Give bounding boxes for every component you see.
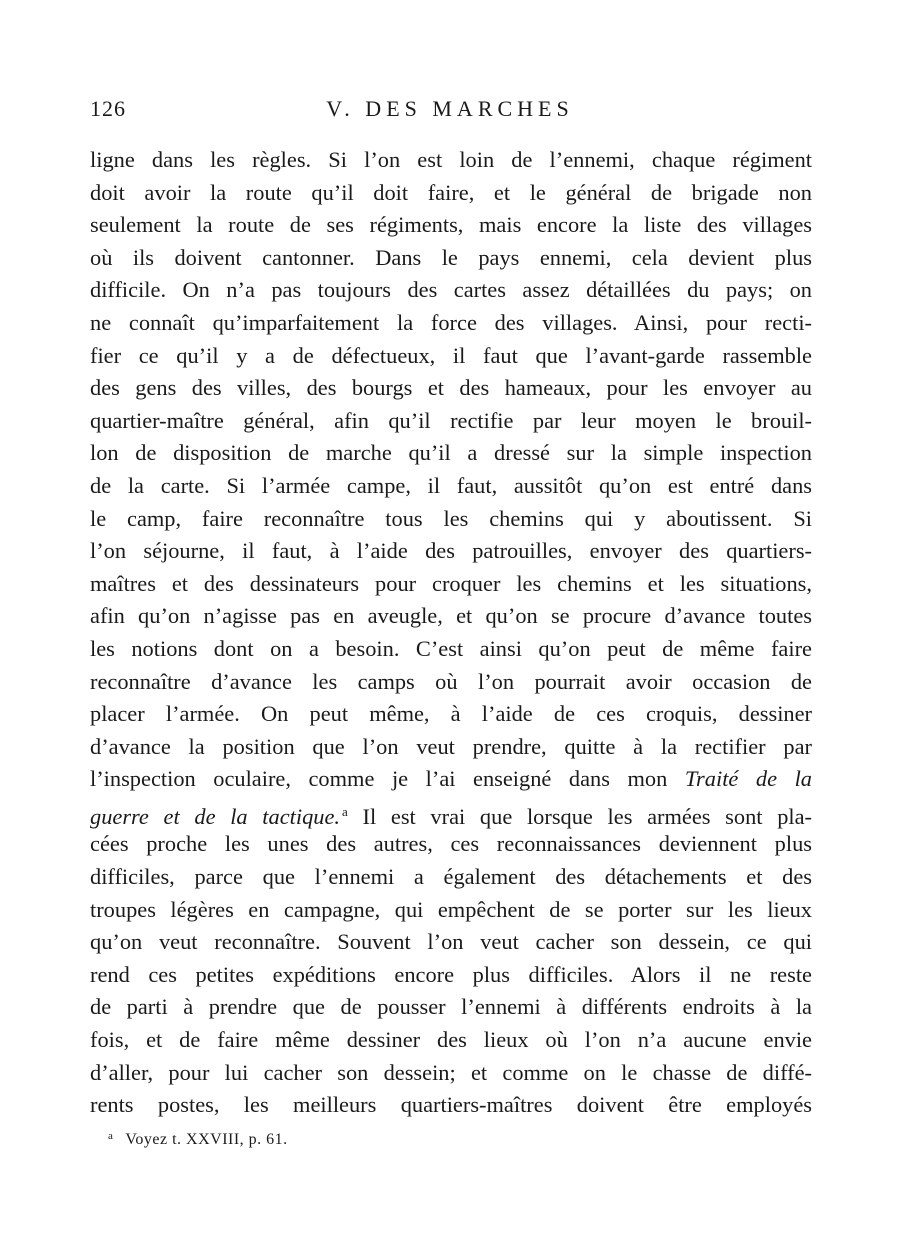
text-line: de la carte. Si l’armée campe, il faut, aussitôt qu’on est entré dans	[90, 472, 812, 498]
text-line: guerre et de la tactique. $^a$ Il est vrai que lorsque les armées sont pla-	[90, 803, 813, 829]
text-line: quartier-maître général, afin qu’il rectifie par leur moyen le brouil-	[90, 407, 812, 433]
footnote-text: Voyez t. XXVIII, p. 61.	[125, 1131, 288, 1148]
text-line: troupes légères en campagne, qui empêchent de se porter sur les lieux	[90, 896, 812, 922]
text-line: l’on séjourne, il faut, à l’aide des patrouilles, envoyer des quartiers-	[90, 538, 812, 564]
text-line: cées proche les unes des autres, ces reconnaissances deviennent plus	[90, 831, 812, 857]
footnote-mark: a	[108, 1130, 114, 1142]
text-line: ligne dans les règles. Si l’on est loin de l’ennemi, chaque régiment	[90, 147, 812, 172]
running-head: V. DES MARCHES	[326, 96, 574, 121]
text-line: où ils doivent cantonner. Dans le pays ennemi, cela devient plus	[90, 244, 812, 270]
text-line: d’avance la position que l’on veut prendre, quitte à la rectifier par	[90, 733, 812, 759]
book-title-italic: guerre et de la tactique.	[90, 803, 341, 829]
text-line: fois, et de faire même dessiner des lieux où l’on n’a aucune envie	[90, 1027, 812, 1053]
text-line: lon de disposition de marche qu’il a dressé sur la simple inspection	[90, 440, 812, 466]
body-text	[90, 144, 812, 1122]
text-line: l’inspection oculaire, comme je l’ai enseigné dans mon Traité de la	[90, 766, 812, 792]
text-line: des gens des villes, des bourgs et des hameaux, pour les envoyer au	[90, 375, 812, 401]
text-line: qu’on veut reconnaître. Souvent l’on veut cacher son dessein, ce qui	[90, 929, 812, 955]
text-line: doit avoir la route qu’il doit faire, et le général de brigade non	[90, 179, 812, 205]
text-line: de parti à prendre que de pousser l’ennemi à différents endroits à la	[90, 994, 812, 1020]
text-line: difficile. On n’a pas toujours des cartes assez détaillées du pays; on	[90, 277, 812, 303]
text-line: fier ce qu’il y a de défectueux, il faut que l’avant-garde rassemble	[90, 342, 812, 368]
text-line: rents postes, les meilleurs quartiers-maîtres doivent être employés	[90, 1092, 812, 1118]
text-line: placer l’armée. On peut même, à l’aide de ces croquis, dessiner	[90, 701, 812, 727]
text-line: seulement la route de ses régiments, mais encore la liste des villages	[90, 212, 812, 238]
text-line: le camp, faire reconnaître tous les chemins qui y aboutissent. Si	[90, 505, 812, 531]
text-line: d’aller, pour lui cacher son dessein; et comme on le chasse de diffé-	[90, 1059, 812, 1085]
book-title-italic: Traité de la	[684, 766, 812, 792]
text-line: les notions dont on a besoin. C’est ainsi qu’on peut de même faire	[90, 635, 812, 661]
text-line: reconnaître d’avance les camps où l’on pourrait avoir occasion de	[90, 668, 812, 694]
footnote-reference: a	[342, 803, 348, 819]
text-line: rend ces petites expéditions encore plus difficiles. Alors il ne reste	[90, 961, 812, 987]
page-header	[90, 96, 810, 128]
text-line: maîtres et des dessinateurs pour croquer les chemins et les situations,	[90, 570, 812, 596]
text-line: difficiles, parce que l’ennemi a également des détachements et des	[90, 864, 812, 890]
text-line: afin qu’on n’agisse pas en aveugle, et qu’on se procure d’avance toutes	[90, 603, 812, 629]
page-number: 126	[90, 96, 126, 121]
text-line: ne connaît qu’imparfaitement la force des villages. Ainsi, pour recti-	[90, 309, 812, 335]
footnote	[108, 1130, 288, 1149]
